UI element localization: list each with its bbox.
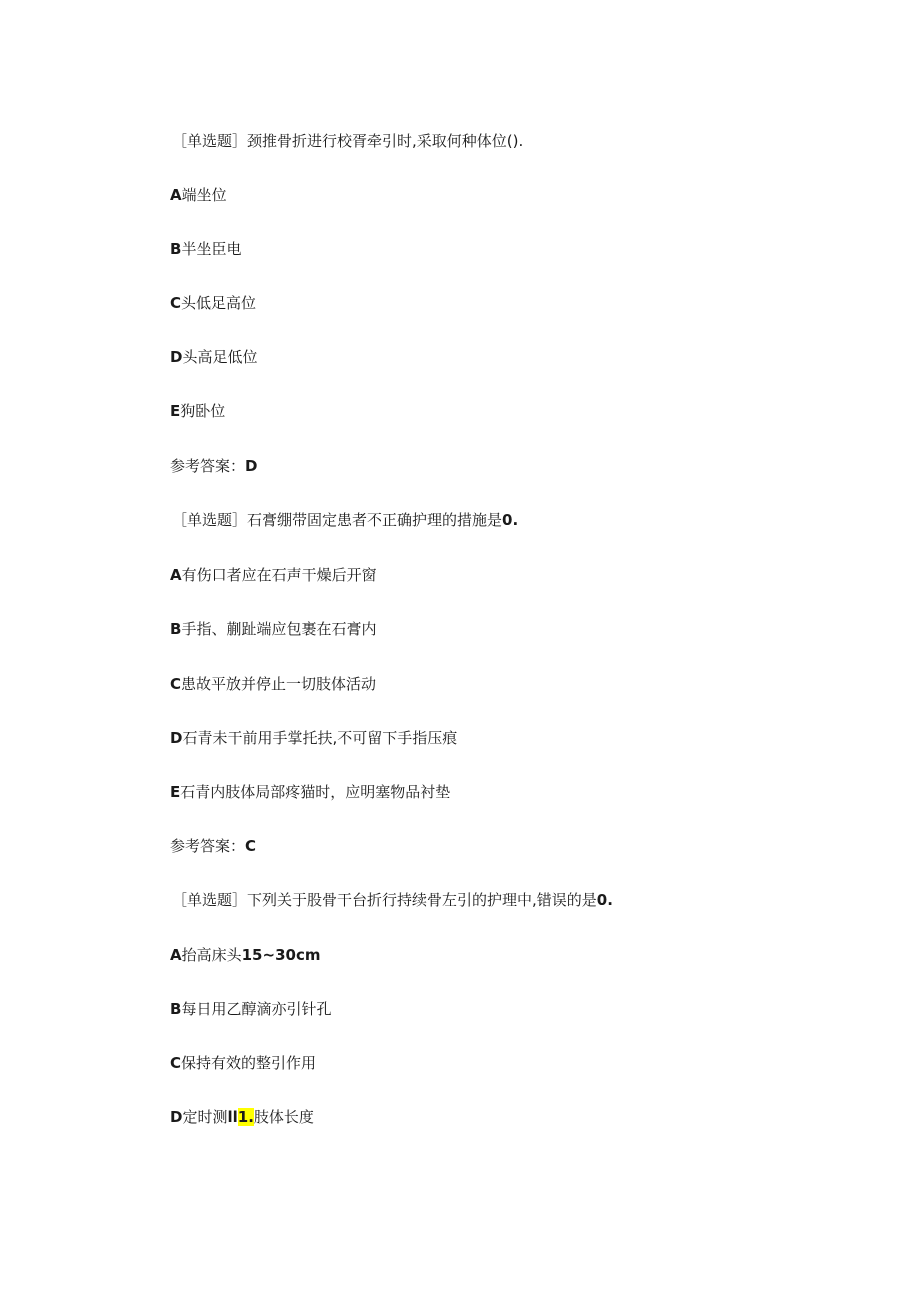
question-stem-text: ［单选题］颈推骨折进行校胥牵引时,采取何种体位(). — [172, 132, 524, 150]
option-text: 每日用乙醇滴亦引针孔 — [181, 1000, 332, 1018]
option-item — [170, 1107, 314, 1127]
option-letter: D — [170, 1108, 183, 1126]
option-item — [170, 565, 377, 585]
option-text: 抬高床头 — [181, 946, 242, 964]
question-stem-text: ［单选题］下列关于股骨干台折行持续骨左引的护理中,错误的是 — [172, 891, 597, 909]
option-letter: C — [170, 675, 182, 693]
option-letter: C — [170, 294, 182, 312]
option-letter: B — [170, 240, 182, 258]
question-stem-tail: 0. — [502, 511, 519, 529]
answer-line — [170, 836, 256, 856]
option-item — [170, 293, 256, 313]
question-stem — [172, 510, 518, 530]
answer-label: 参考答案： — [170, 457, 246, 475]
option-text: 狗卧位 — [180, 402, 226, 420]
option-letter: B — [170, 1000, 182, 1018]
question-stem — [172, 131, 523, 151]
question-stem-text: ［单选题］石膏绷带固定患者不正确护理的措施是 — [172, 511, 503, 529]
option-letter: D — [170, 729, 183, 747]
option-item — [170, 999, 331, 1019]
option-text: 石青未干前用手掌托扶,不可留下手指压痕 — [182, 729, 458, 747]
answer-line — [170, 456, 257, 476]
option-letter: A — [170, 946, 182, 964]
option-text: 石青内肢体局部疼猫时，应明塞物品衬垫 — [180, 783, 451, 801]
option-text: 保持有效的整引作用 — [181, 1054, 317, 1072]
option-text: 有伤口者应在石声干燥后开窗 — [181, 566, 377, 584]
option-item — [170, 185, 227, 205]
answer-label: 参考答案： — [170, 837, 246, 855]
option-letter: E — [170, 783, 181, 801]
highlighted-text: 1. — [237, 1108, 254, 1126]
answer-value: D — [245, 457, 258, 475]
option-letter: D — [170, 348, 183, 366]
question-stem — [172, 890, 613, 910]
option-text: 头低足高位 — [181, 294, 257, 312]
option-letter: B — [170, 620, 182, 638]
option-letter: A — [170, 566, 182, 584]
option-item — [170, 1053, 316, 1073]
option-item — [170, 619, 376, 639]
option-text-bold: 15~30cm — [241, 946, 321, 964]
option-item — [170, 401, 225, 421]
question-stem-tail: 0. — [596, 891, 613, 909]
option-item — [170, 782, 450, 802]
option-text: 患故平放并停止一切肢体活动 — [181, 675, 377, 693]
option-text: 端坐位 — [181, 186, 227, 204]
option-item — [170, 239, 241, 259]
answer-value: C — [245, 837, 257, 855]
option-text: 半坐臣电 — [181, 240, 242, 258]
option-item — [170, 945, 320, 965]
option-text: 手指、蒯趾端应包裹在石膏内 — [181, 620, 377, 638]
option-letter: A — [170, 186, 182, 204]
option-item — [170, 728, 457, 748]
option-text: 头高足低位 — [182, 348, 258, 366]
option-item — [170, 674, 376, 694]
option-text: 定时测 — [182, 1108, 228, 1126]
option-text-after: 肢体长度 — [253, 1108, 314, 1126]
option-letter: E — [170, 402, 181, 420]
option-item — [170, 347, 257, 367]
option-letter: C — [170, 1054, 182, 1072]
option-text-bold: ll — [227, 1108, 238, 1126]
